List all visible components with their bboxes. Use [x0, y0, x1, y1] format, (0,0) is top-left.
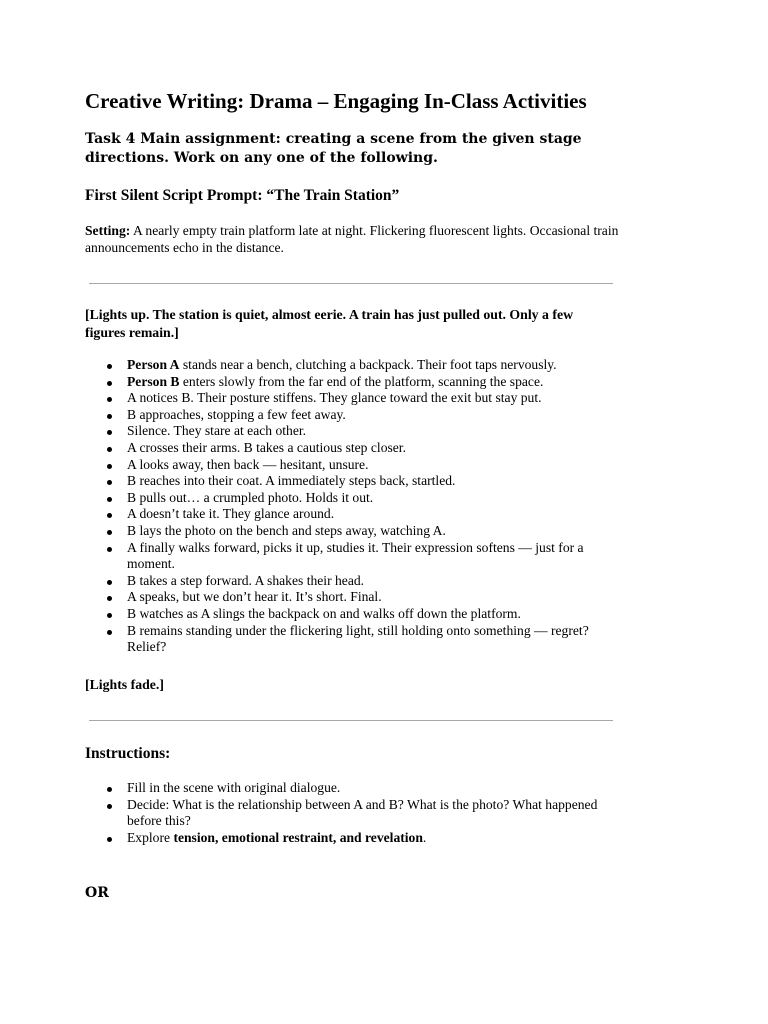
action-text: stands near a bench, clutching a backpack. Their foot taps nervously. [179, 357, 557, 372]
bullet-icon [107, 381, 112, 386]
prompt-title: First Silent Script Prompt: “The Train Station” [85, 187, 400, 204]
divider [89, 720, 613, 721]
stage-direction-open: [Lights up. The station is quiet, almost eerie. A train has just pulled out. Only a few figures remain.] [85, 307, 574, 340]
instruction-suffix: . [422, 829, 427, 845]
list-item [85, 440, 630, 457]
instruction-emphasis: tension, emotional restraint, and revelation [173, 829, 423, 845]
setting-label: Setting: [85, 223, 131, 238]
bullet-icon [107, 364, 112, 369]
list-item [85, 523, 630, 540]
list-item [85, 540, 630, 573]
stage-direction-close: [Lights fade.] [85, 677, 164, 692]
action-text: B remains standing under the flickering light, still holding onto something — regret? Relief? [127, 622, 589, 655]
character-name: Person A [127, 357, 180, 372]
list-item [85, 423, 630, 440]
bullet-icon [107, 837, 112, 842]
bullet-icon [107, 580, 112, 585]
divider [89, 283, 613, 284]
bullet-icon [107, 414, 112, 419]
bullet-icon [107, 547, 112, 552]
list-item [85, 780, 630, 797]
setting-text: A nearly empty train platform late at night. Flickering fluorescent lights. Occasional train announcements echo in the distance. [85, 223, 619, 255]
list-item [85, 457, 630, 474]
bullet-icon [107, 513, 112, 518]
list-item [85, 573, 630, 590]
bullet-icon [107, 464, 112, 469]
or-label: OR [85, 885, 109, 901]
action-text: B reaches into their coat. A immediately steps back, startled. [127, 473, 456, 489]
bullet-icon [107, 397, 112, 402]
instructions-list [85, 780, 630, 846]
list-item [85, 506, 630, 523]
action-text: enters slowly from the far end of the platform, scanning the space. [179, 373, 544, 389]
list-item [85, 830, 630, 847]
action-list [85, 357, 630, 656]
list-item [85, 490, 630, 507]
list-item [85, 407, 630, 424]
action-text: A doesn’t take it. They glance around. [127, 506, 335, 522]
action-text: Silence. They stare at each other. [127, 423, 307, 439]
bullet-icon [107, 430, 112, 435]
action-text: A notices B. Their posture stiffens. They glance toward the exit but stay put. [127, 390, 542, 406]
list-item [85, 623, 630, 656]
bullet-icon [107, 480, 112, 485]
list-item [85, 797, 630, 830]
document-title: Creative Writing: Drama – Engaging In-Class Activities [85, 89, 587, 113]
bullet-icon [107, 497, 112, 502]
bullet-icon [107, 530, 112, 535]
setting-paragraph [85, 222, 630, 256]
instructions-heading: Instructions: [85, 745, 171, 762]
action-text: B watches as A slings the backpack on and walks off down the platform. [127, 605, 521, 621]
list-item [85, 374, 630, 391]
action-text: A crosses their arms. B takes a cautious step closer. [127, 439, 406, 455]
bullet-icon [107, 613, 112, 618]
action-text: B takes a step forward. A shakes their head. [127, 572, 365, 588]
instruction-text: Decide: What is the relationship between A and B? What is the photo? What happened before this? [127, 796, 598, 829]
action-text: B approaches, stopping a few feet away. [127, 406, 346, 422]
action-text: A looks away, then back — hesitant, unsure. [127, 456, 369, 472]
task-description: Task 4 Main assignment: creating a scene from the given stage directions. Work on any one of the following. [85, 131, 582, 166]
list-item [85, 390, 630, 407]
character-name: Person B [127, 373, 180, 389]
list-item [85, 589, 630, 606]
bullet-icon [107, 630, 112, 635]
instruction-text: Fill in the scene with original dialogue. [127, 780, 341, 795]
list-item [85, 357, 630, 374]
list-item [85, 606, 630, 623]
bullet-icon [107, 804, 112, 809]
list-item [85, 473, 630, 490]
action-text: A speaks, but we don’t hear it. It’s short. Final. [127, 589, 382, 605]
bullet-icon [107, 787, 112, 792]
action-text: B pulls out… a crumpled photo. Holds it out. [127, 489, 374, 505]
instruction-text: Explore [127, 829, 174, 845]
action-text: B lays the photo on the bench and steps away, watching A. [127, 522, 446, 538]
bullet-icon [107, 596, 112, 601]
bullet-icon [107, 447, 112, 452]
action-text: A finally walks forward, picks it up, studies it. Their expression softens — just for a moment. [127, 539, 584, 572]
